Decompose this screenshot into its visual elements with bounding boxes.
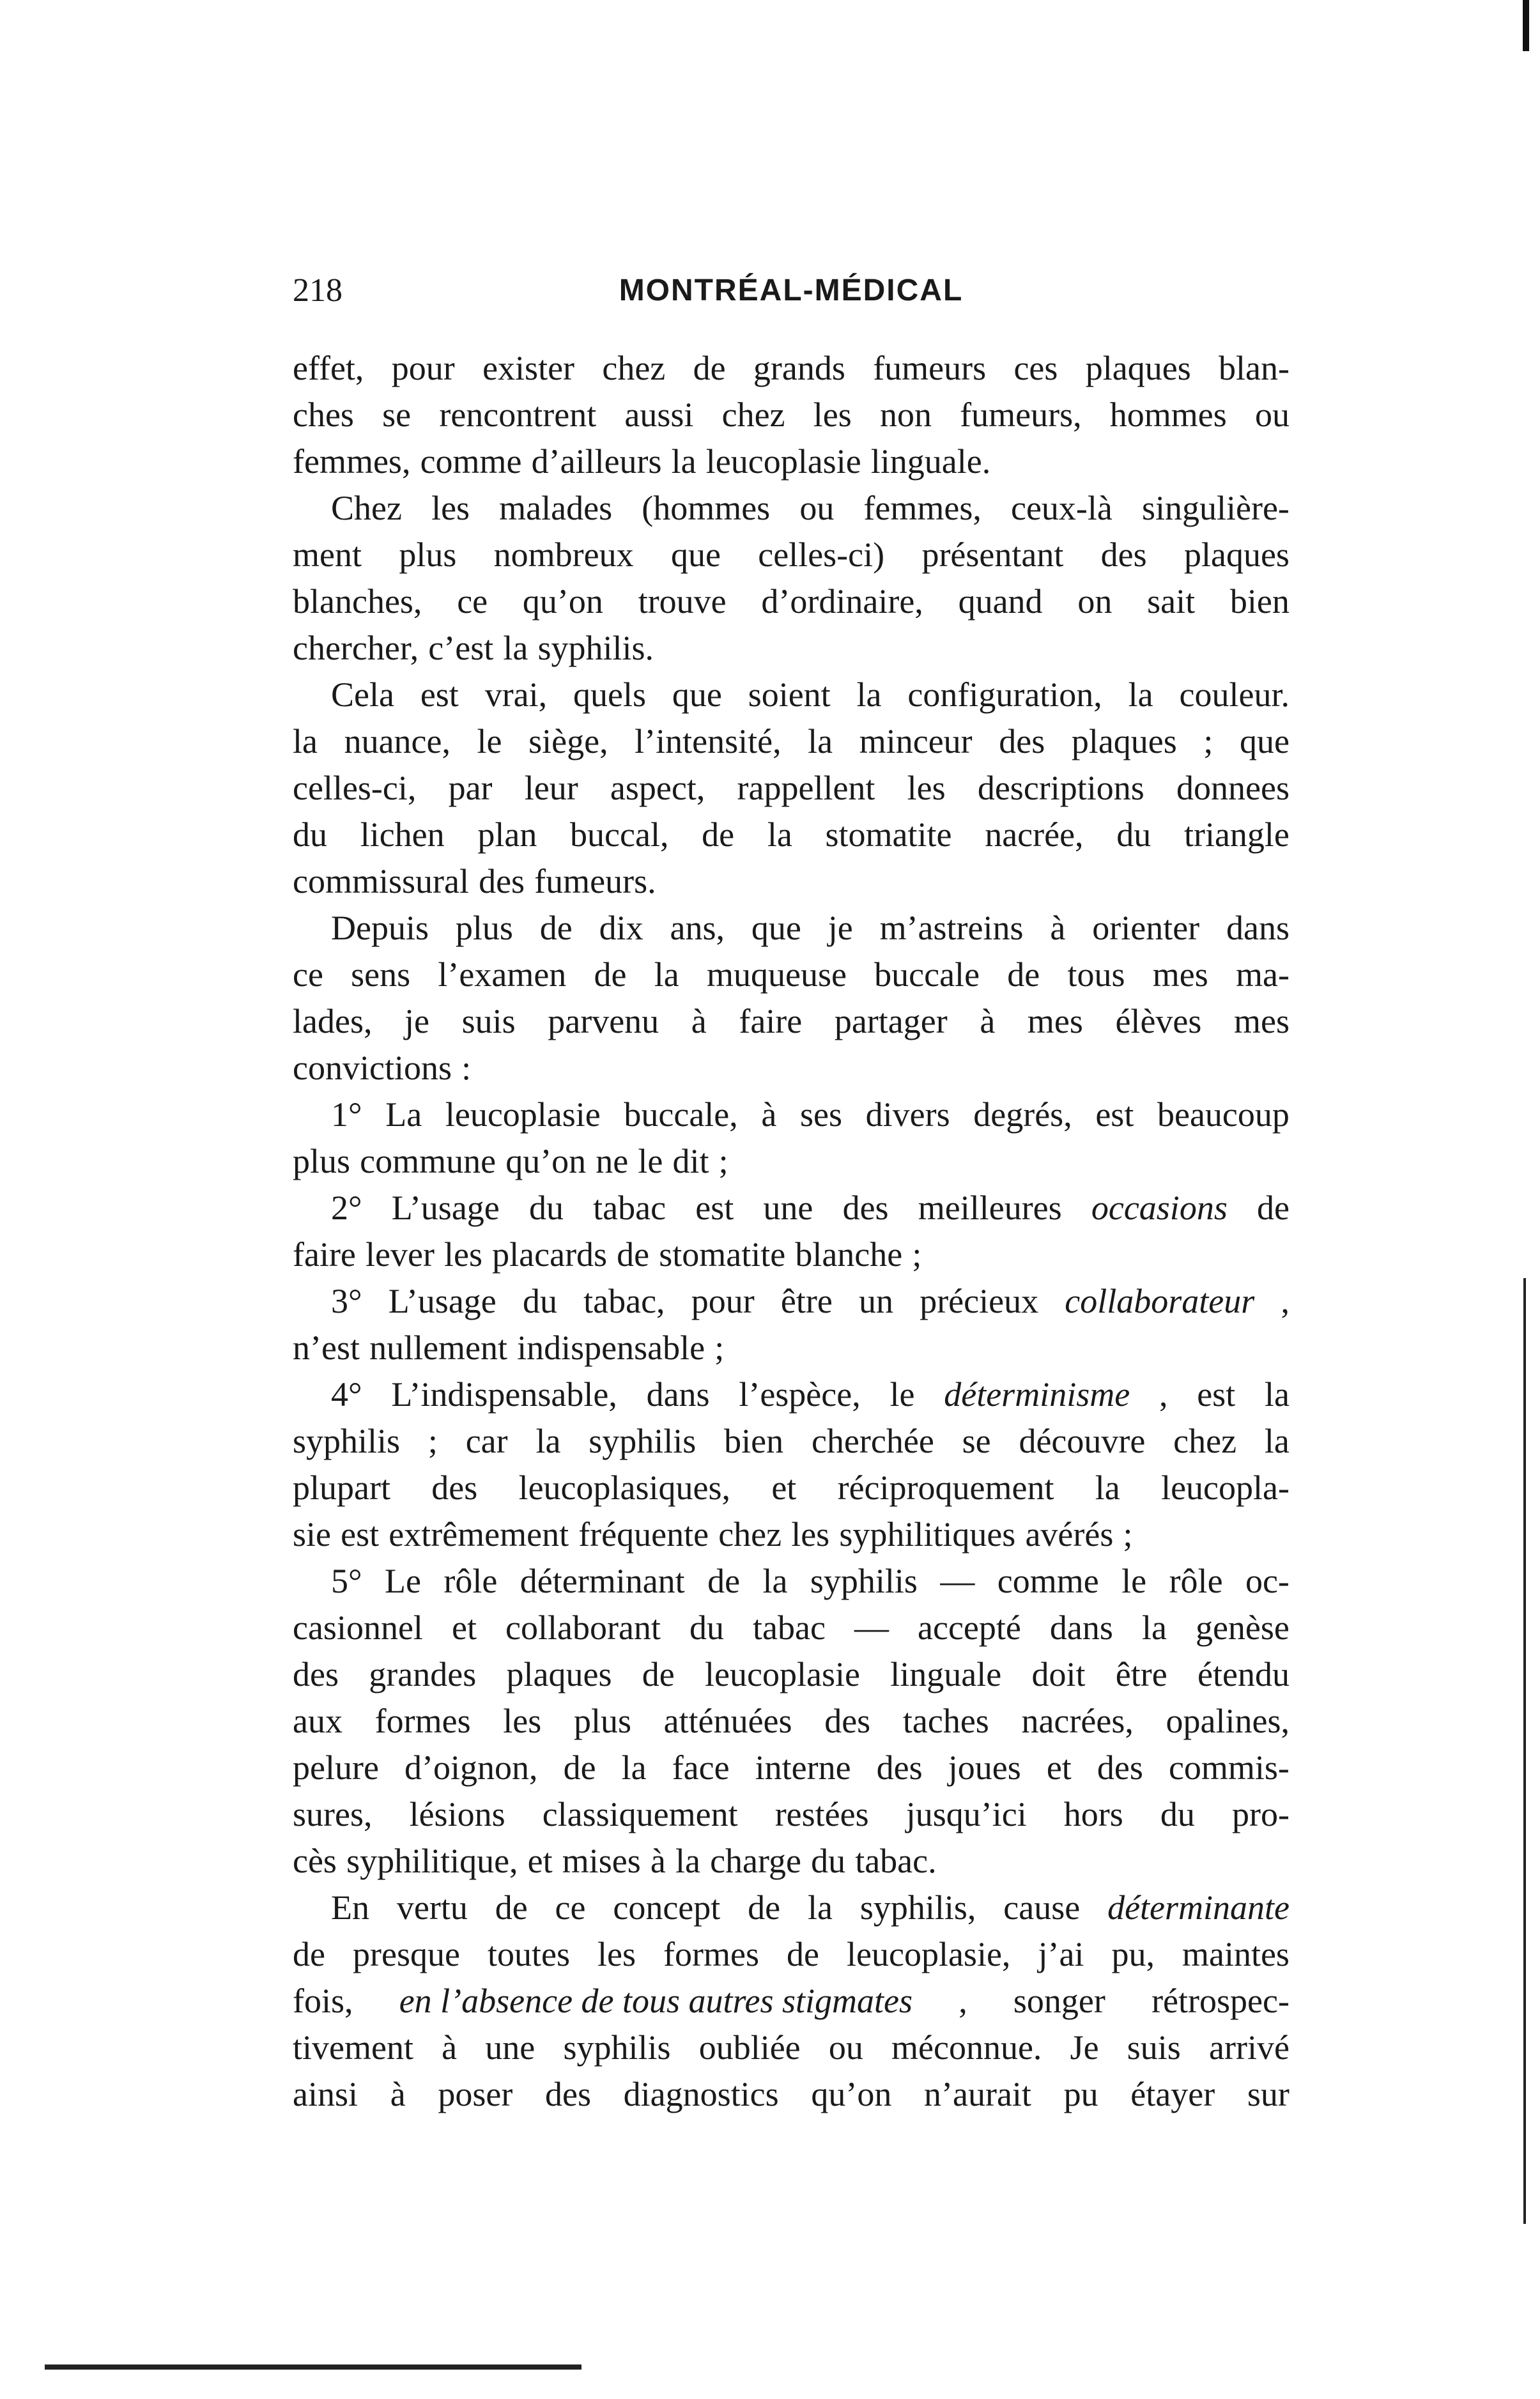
text-line: sures, lésions classiquement restées jusqu’ici hors du pro- xyxy=(293,1795,1290,1833)
text-line: ment plus nombreux que celles-ci) présentant des plaques xyxy=(293,536,1290,574)
text-line: du lichen plan buccal, de la stomatite nacrée, du triangle xyxy=(293,815,1290,854)
text-line: pelure d’oignon, de la face interne des joues et des commis- xyxy=(293,1748,1290,1787)
text-line: 1° La leucoplasie buccale, à ses divers degrés, est beaucoup xyxy=(331,1095,1290,1134)
text-line: ce sens l’examen de la muqueuse buccale de tous mes ma- xyxy=(293,955,1290,994)
page-number: 218 xyxy=(293,272,343,309)
text-line: 2° L’usage du tabac est une des meilleures occasions de xyxy=(331,1189,1290,1227)
text-line: aux formes les plus atténuées des taches nacrées, opalines, xyxy=(293,1702,1290,1740)
text-line: 3° L’usage du tabac, pour être un précieux collaborateur , xyxy=(331,1282,1290,1320)
scan-mark-top xyxy=(1523,0,1529,51)
text-line: ches se rencontrent aussi chez les non fumeurs, hommes ou xyxy=(293,396,1290,434)
text-line: syphilis ; car la syphilis bien cherchée se découvre chez la xyxy=(293,1422,1290,1460)
text-line: sie est extrêmement fréquente chez les syphilitiques avérés ; xyxy=(293,1515,1133,1554)
running-head: MONTRÉAL-MÉDICAL xyxy=(619,274,964,307)
text-line: ainsi à poser des diagnostics qu’on n’aurait pu étayer sur xyxy=(293,2075,1290,2113)
text-line: En vertu de ce concept de la syphilis, cause déterminante xyxy=(331,1888,1290,1927)
text-line: tivement à une syphilis oubliée ou méconnue. Je suis arrivé xyxy=(293,2028,1290,2067)
text-line: des grandes plaques de leucoplasie linguale doit être étendu xyxy=(293,1655,1290,1693)
text-line: Depuis plus de dix ans, que je m’astreins à orienter dans xyxy=(331,909,1290,947)
text-line: fois, en l’absence de tous autres stigmates , songer rétrospec- xyxy=(293,1982,1290,2020)
text-line: de presque toutes les formes de leucoplasie, j’ai pu, maintes xyxy=(293,1935,1290,1973)
body-text xyxy=(293,345,1290,2118)
scan-mark-right xyxy=(1523,1278,1526,2224)
text-line: cès syphilitique, et mises à la charge du tabac. xyxy=(293,1842,937,1880)
text-line: convictions : xyxy=(293,1049,472,1087)
text-line: la nuance, le siège, l’intensité, la minceur des plaques ; que xyxy=(293,722,1290,760)
text-line: chercher, c’est la syphilis. xyxy=(293,629,654,667)
text-line: 4° L’indispensable, dans l’espèce, le déterminisme , est la xyxy=(331,1375,1290,1414)
text-line: 5° Le rôle déterminant de la syphilis — comme le rôle oc- xyxy=(331,1562,1290,1600)
text-line: effet, pour exister chez de grands fumeurs ces plaques blan- xyxy=(293,349,1290,387)
text-line: celles-ci, par leur aspect, rappellent les descriptions donnees xyxy=(293,769,1290,807)
text-line: casionnel et collaborant du tabac — accepté dans la genèse xyxy=(293,1608,1290,1647)
text-line: Chez les malades (hommes ou femmes, ceux-là singulière- xyxy=(331,489,1290,527)
text-line: commissural des fumeurs. xyxy=(293,862,656,900)
text-line: blanches, ce qu’on trouve d’ordinaire, quand on sait bien xyxy=(293,582,1290,621)
text-line: lades, je suis parvenu à faire partager à mes élèves mes xyxy=(293,1002,1290,1040)
text-line: Cela est vrai, quels que soient la configuration, la couleur. xyxy=(331,675,1290,714)
text-line: n’est nullement indispensable ; xyxy=(293,1329,725,1367)
page-header xyxy=(293,268,1290,313)
scan-mark-bottom xyxy=(45,2364,581,2370)
text-line: faire lever les placards de stomatite blanche ; xyxy=(293,1235,922,1274)
text-line: plupart des leucoplasiques, et réciproquement la leucopla- xyxy=(293,1469,1290,1507)
text-line: femmes, comme d’ailleurs la leucoplasie linguale. xyxy=(293,442,991,481)
text-line: plus commune qu’on ne le dit ; xyxy=(293,1142,728,1180)
